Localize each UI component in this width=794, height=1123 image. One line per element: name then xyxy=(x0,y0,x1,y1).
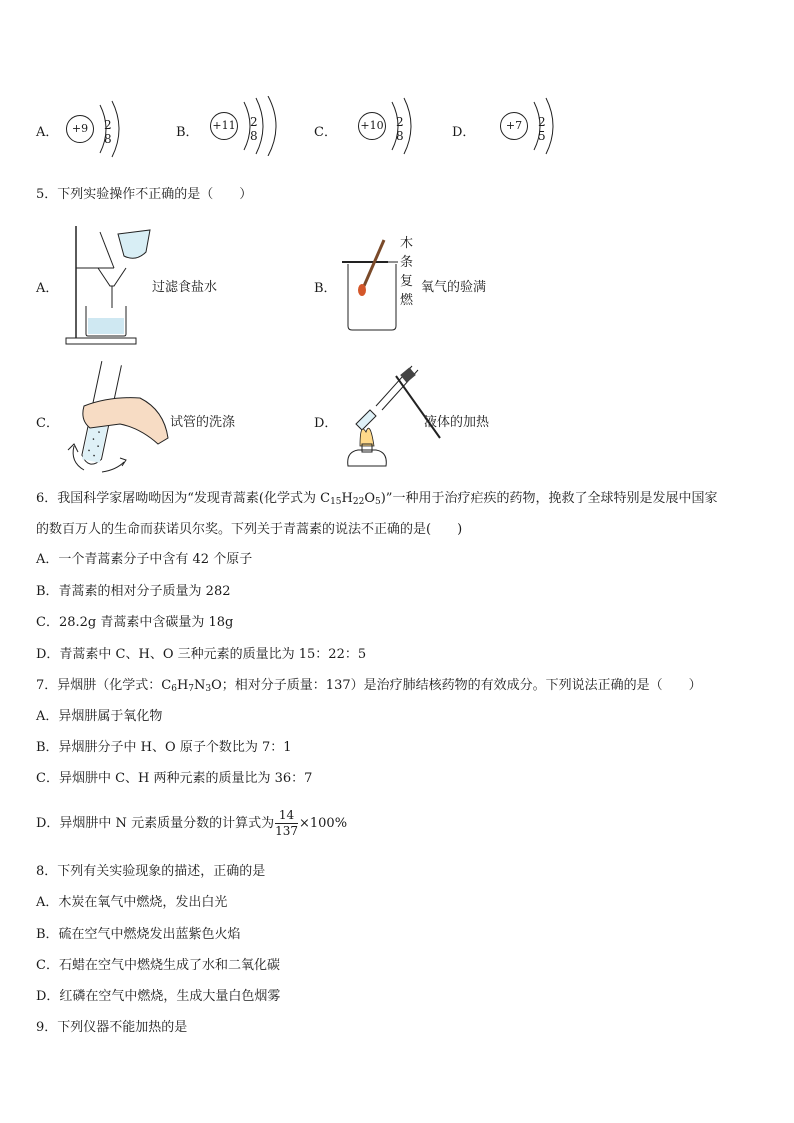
nucleus: +10 xyxy=(358,112,386,140)
nucleus: +9 xyxy=(66,115,94,143)
q5-option-b-caption: 氧气的验满 xyxy=(421,280,487,295)
q8-option-a: A．木炭在氧气中燃烧，发出白光 xyxy=(36,895,228,910)
shell-electrons: 2 8 xyxy=(104,118,113,146)
fraction: $\frac{14}{137}$ xyxy=(275,808,298,838)
q4-option-c-label: C． xyxy=(314,125,337,140)
q8-option-c: C．石蜡在空气中燃烧生成了水和二氧化碳 xyxy=(36,958,280,973)
q7-option-d: D．异烟肼中 N 元素质量分数的计算式为 $\frac{14}{137}$ ×100% xyxy=(36,808,348,838)
q7-option-b: B．异烟肼分子中 H、O 原子个数比为 7：1 xyxy=(36,740,292,755)
q5-option-a-label: A． xyxy=(36,281,59,296)
q4-option-b-label: B． xyxy=(176,125,199,140)
q5-option-a-caption: 过滤食盐水 xyxy=(152,280,218,295)
q4-option-a-label: A． xyxy=(36,125,59,140)
q7-stem: 7．异烟肼（化学式：$C_6H_7N_3O$；相对分子质量：137）是治疗肺结核药物的有效成分。下列说法正确的是（ ） xyxy=(36,678,702,694)
test-tube-washing-icon xyxy=(60,358,172,476)
q7-option-a: A．异烟肼属于氧化物 xyxy=(36,709,163,724)
q5-option-c-label: C． xyxy=(36,416,59,431)
q5-option-b-label: B． xyxy=(314,281,337,296)
shell-electrons: 2 8 xyxy=(396,115,405,143)
shell-electrons: 2 8 xyxy=(250,115,259,143)
q6-option-d: D．青蒿素中 C、H、O 三种元素的质量比为 15：22：5 xyxy=(36,647,367,662)
filtration-apparatus-icon xyxy=(62,222,154,346)
q6-stem-line2: 的数百万人的生命而获诺贝尔奖。下列关于青蒿素的说法不正确的是( ) xyxy=(36,522,463,537)
q8-option-b: B．硫在空气中燃烧发出蓝紫色火焰 xyxy=(36,927,241,942)
q5-option-d-caption: 液体的加热 xyxy=(424,415,490,430)
q8-option-d: D．红磷在空气中燃烧，生成大量白色烟雾 xyxy=(36,989,281,1004)
q5-stem: 5．下列实验操作不正确的是（ ） xyxy=(36,187,253,202)
q6-option-c: C．28.2g 青蒿素中含碳量为 18g xyxy=(36,615,234,630)
q4-option-d-label: D． xyxy=(452,125,476,140)
nucleus: +11 xyxy=(210,112,238,140)
q5-option-d-label: D． xyxy=(314,416,338,431)
q5-option-c-caption: 试管的洗涤 xyxy=(170,415,236,430)
q5-option-b-annotation: 木 条 复 燃 xyxy=(400,236,414,308)
nucleus: +7 xyxy=(500,112,528,140)
shell-electrons: 2 5 xyxy=(538,115,547,143)
q6-stem-line1: 6．我国科学家屠呦呦因为“发现青蒿素(化学式为 $C_{15}H_{22}O_5$)”一种用于治疗疟疾的药物，挽救了全球特别是发展中国家 xyxy=(36,491,718,507)
q9-stem: 9．下列仪器不能加热的是 xyxy=(36,1020,188,1035)
q6-option-b: B．青蒿素的相对分子质量为 282 xyxy=(36,584,231,599)
q6-option-a: A．一个青蒿素分子中含有 42 个原子 xyxy=(36,552,253,567)
q7-option-c: C．异烟肼中 C、H 两种元素的质量比为 36：7 xyxy=(36,771,313,786)
q8-stem: 8．下列有关实验现象的描述，正确的是 xyxy=(36,864,266,879)
electron-shells-icon xyxy=(236,96,286,156)
gas-bottle-splint-icon xyxy=(340,234,402,332)
